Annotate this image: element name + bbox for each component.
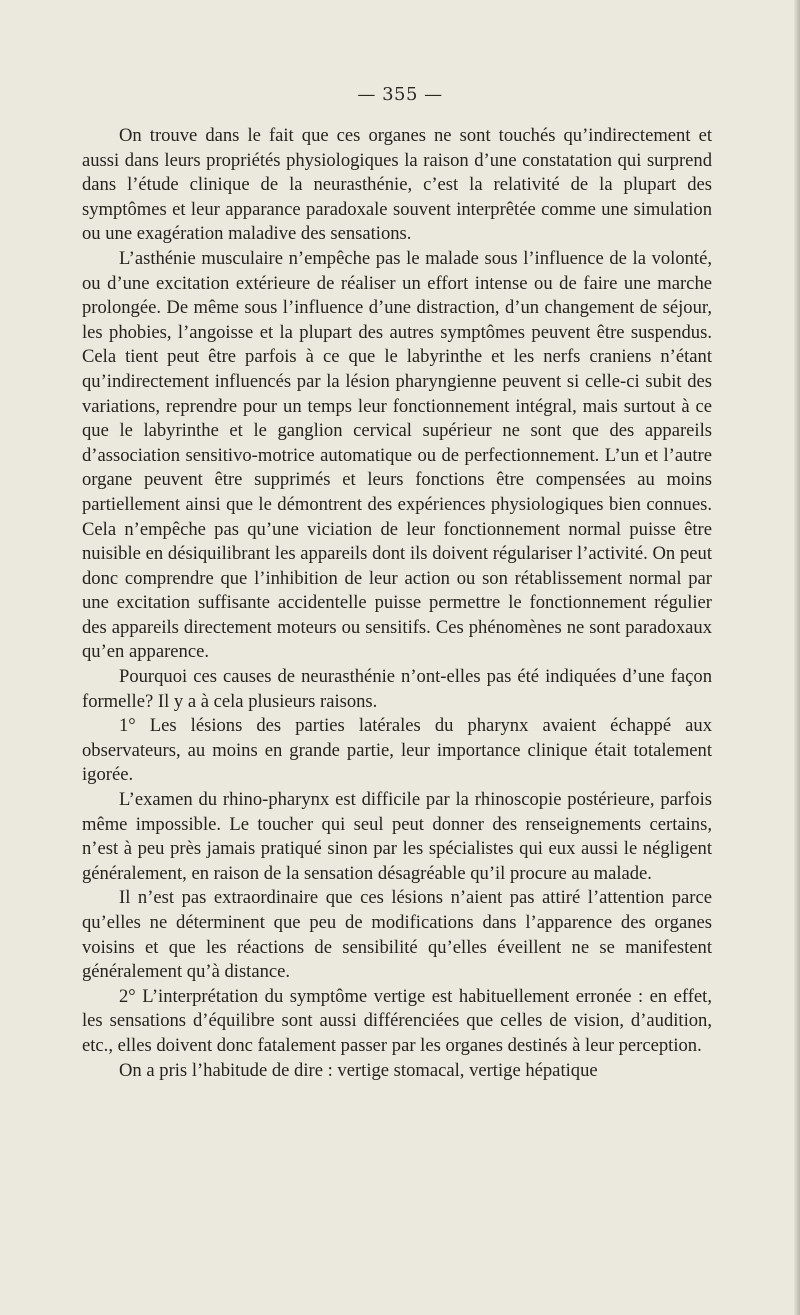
paragraph: 1° Les lésions des parties latérales du pharynx avaient échappé aux observateurs, au moins en grande partie, leur importance clinique était totalement igorée. bbox=[82, 715, 712, 786]
paragraph: L’examen du rhino-pharynx est difficile par la rhinoscopie postérieure, parfois même impossible. Le toucher qui seul peut donner des renseignements certains, n’est à peu près jamais pratiqué sinon par les spécialistes qui eux aussi le négligent généralement, en raison de la sensation désagréable qu’il procure au malade. bbox=[82, 789, 712, 884]
scan-edge-shadow bbox=[794, 0, 800, 1315]
paragraph: 2° L’interprétation du symptôme vertige est habituellement erronée : en effet, les sensations d’équilibre sont aussi différenciées que celles de vision, d’audition, etc., elles doivent donc fatalement passer par les organes destinés à leur perception. bbox=[82, 985, 712, 1056]
paragraph: On a pris l’habitude de dire : vertige stomacal, vertige hépatique bbox=[119, 1059, 598, 1081]
paragraph: On trouve dans le fait que ces organes ne sont touchés qu’indirectement et aussi dans leurs propriétés physiologiques la raison d’une constatation qui surprend dans l’étude clinique de la neurasthénie, c’est la relativité de la plupart des symptômes et leur apparance paradoxale souvent interprêtée comme une simulation ou une exagération maladive des sensations. bbox=[82, 125, 712, 245]
body-text bbox=[82, 124, 712, 1083]
paragraph: Pourquoi ces causes de neurasthénie n’ont-elles pas été indiquées d’une façon formelle? Il y a à cela plusieurs raisons. bbox=[82, 666, 712, 712]
paragraph: L’asthénie musculaire n’empêche pas le malade sous l’influence de la volonté, ou d’une excitation extérieure de réaliser un effort intense ou de faire une marche prolongée. De même sous l’influence d’une distraction, d’un changement de séjour, les phobies, l’angoisse et la plupart des autres symptômes peuvent être suspendus. Cela tient peut être parfois à ce que le labyrinthe et les nerfs craniens n’étant qu’indirectement influencés par la lésion pharyngienne peuvent si celle-ci subit des variations, reprendre pour un temps leur fonctionnement intégral, mais surtout à ce que le labyrinthe et le ganglion cervical supérieur ne sont que des appareils d’association sensitivo-motrice automatique ou de perfectionnement. L’un et l’autre organe peuvent être supprimés et leurs fonctions être compensées au moins partiellement ainsi que le démontrent des expériences physiologiques bien connues. Cela n’empêche pas qu’une viciation de leur fonctionnement normal puisse être nuisible en désiquilibrant les appareils dont ils doivent régulariser l’activité. On peut donc comprendre que l’inhibition de leur action ou son rétablissement normal par une excitation suffisante accidentelle puisse permettre le fonctionnement régulier des appareils directement moteurs ou sensitifs. Ces phénomènes ne sont paradoxaux qu’en apparence. bbox=[82, 247, 712, 663]
paragraph: Il n’est pas extraordinaire que ces lésions n’aient pas attiré l’attention parce qu’elles ne déterminent que peu de modifications dans l’apparence des organes voisins et que les réactions de sensibilité qu’elles éveillent ne se manifestent généralement qu’à distance. bbox=[82, 887, 712, 983]
page-number: — 355 — bbox=[357, 84, 443, 105]
